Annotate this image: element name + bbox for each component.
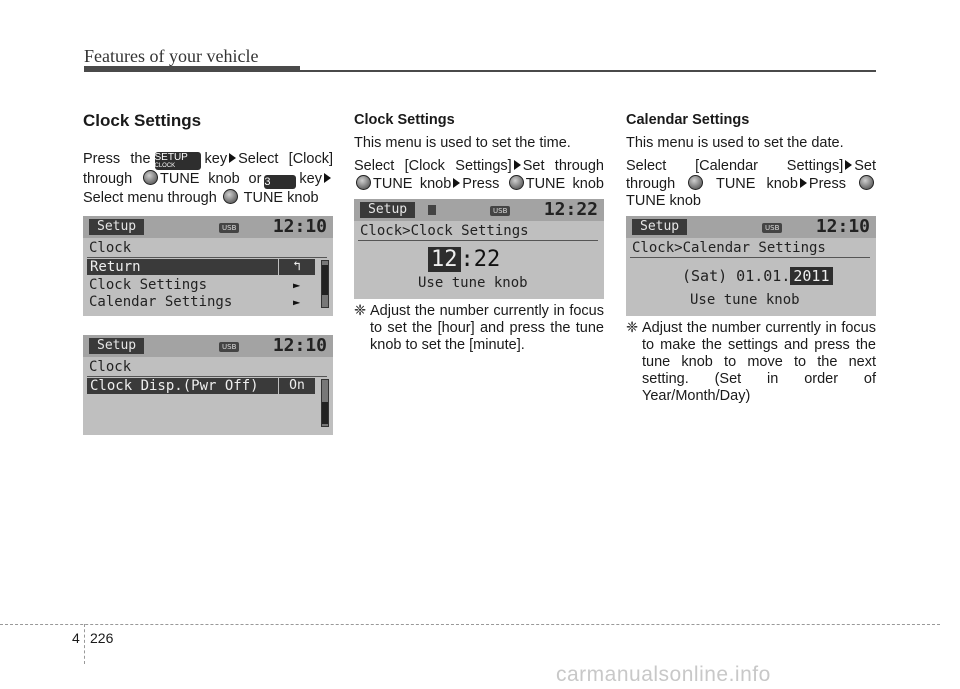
screen-calendar-settings xyxy=(626,216,876,316)
watermark: carmanualsonline.info xyxy=(556,663,771,686)
tune-knob-icon xyxy=(356,175,371,190)
tune-knob-icon xyxy=(509,175,524,190)
note-clock: ❈ Adjust the number currently in focus to set the [hour] and press the tune knob to set the [minute]. xyxy=(354,303,604,353)
instruction-line-2: through TUNE knob Press xyxy=(626,175,876,193)
instruction-line-1: Press the SETUP CLOCK key Select [Clock] xyxy=(83,151,333,169)
return-icon: ↰ xyxy=(279,259,315,275)
instruction-line-2: through TUNE knob or 3 key xyxy=(83,170,333,189)
tune-knob-icon xyxy=(859,175,874,190)
note-calendar: ❈ Adjust the number currently in focus to make the settings and press the tune knob to move to the next setting. (Set in order of Year/Month/Day) xyxy=(626,320,876,404)
screen-clock-display xyxy=(83,335,333,435)
setup-clock-key-icon: SETUP CLOCK xyxy=(155,152,201,170)
arrow-right-icon xyxy=(514,160,521,170)
value-on: On xyxy=(279,378,315,394)
screen-title: Clock>Calendar Settings xyxy=(632,240,826,256)
column-clock-settings-intro xyxy=(83,112,333,213)
page-header-title: Features of your vehicle xyxy=(84,46,259,66)
key-3-icon: 3 xyxy=(264,175,296,189)
date-editor: (Sat) 01.01. 2011 xyxy=(682,268,833,284)
intro-text: This menu is used to set the time. xyxy=(354,135,571,151)
section-heading: Clock Settings xyxy=(354,112,455,128)
screen-tab-setup: Setup xyxy=(360,202,415,218)
hint-text: Use tune knob xyxy=(690,292,800,308)
tune-knob-icon xyxy=(688,175,703,190)
usb-icon: USB xyxy=(762,223,782,233)
scrollbar xyxy=(321,260,329,308)
note-mark-icon: ❈ xyxy=(354,303,367,319)
screen-time: 12:10 xyxy=(272,216,327,237)
column-clock-settings xyxy=(354,112,604,199)
screen-tab-setup: Setup xyxy=(89,338,144,354)
header-rule-thin xyxy=(300,70,876,72)
minute-value: 22 xyxy=(473,247,501,272)
menu-item-calendar-settings: Calendar Settings xyxy=(89,294,233,310)
section-heading: Clock Settings xyxy=(83,111,202,130)
column-calendar-settings xyxy=(626,112,876,216)
hour-value: 12 xyxy=(428,247,461,272)
screen-title: Clock xyxy=(89,359,132,375)
section-heading: Calendar Settings xyxy=(626,112,750,128)
screen-time: 12:10 xyxy=(815,216,870,237)
chevron-right-icon: ► xyxy=(293,278,301,292)
usb-icon: USB xyxy=(219,342,239,352)
footer-rule xyxy=(0,624,940,625)
instruction-line-1: Select [Clock Settings] Set through xyxy=(354,158,604,174)
tune-knob-icon xyxy=(143,170,158,185)
menu-item-clock-settings: Clock Settings xyxy=(89,277,208,293)
instruction-line-2: TUNE knob Press TUNE knob xyxy=(354,175,604,193)
arrow-right-icon xyxy=(453,178,460,188)
note-mark-icon: ❈ xyxy=(626,320,639,336)
arrow-right-icon xyxy=(800,178,807,188)
tune-knob-icon xyxy=(223,189,238,204)
screen-time: 12:22 xyxy=(543,199,598,220)
time-editor: 12 :22 xyxy=(428,248,500,272)
menu-item-clock-display: Clock Disp.(Pwr Off) xyxy=(87,378,278,394)
screen-time: 12:10 xyxy=(272,335,327,356)
screen-title: Clock>Clock Settings xyxy=(360,223,529,239)
page-number: 226 xyxy=(90,630,114,646)
chapter-number: 4 xyxy=(72,630,80,646)
instruction-line-3: Select menu through TUNE knob xyxy=(83,190,319,206)
menu-item-return: Return xyxy=(87,259,278,275)
instruction-line-3: TUNE knob xyxy=(626,193,701,209)
scrollbar xyxy=(321,379,329,427)
arrow-right-icon xyxy=(229,153,236,163)
screen-title: Clock xyxy=(89,240,132,256)
screen-clock-settings xyxy=(354,199,604,299)
usb-icon: USB xyxy=(219,223,239,233)
instruction-line-1: Select [Calendar Settings] Set xyxy=(626,158,876,174)
year-value: 2011 xyxy=(790,267,832,285)
screen-clock-menu xyxy=(83,216,333,316)
arrow-right-icon xyxy=(845,160,852,170)
chevron-right-icon: ► xyxy=(293,295,301,309)
arrow-right-icon xyxy=(324,173,331,183)
footer-divider xyxy=(84,624,85,664)
usb-icon: USB xyxy=(490,206,510,216)
screen-tab-setup: Setup xyxy=(632,219,687,235)
hint-text: Use tune knob xyxy=(418,275,528,291)
screen-tab-setup: Setup xyxy=(89,219,144,235)
bluetooth-icon xyxy=(428,205,436,215)
header-rule-thick xyxy=(84,66,300,72)
intro-text: This menu is used to set the date. xyxy=(626,135,844,151)
